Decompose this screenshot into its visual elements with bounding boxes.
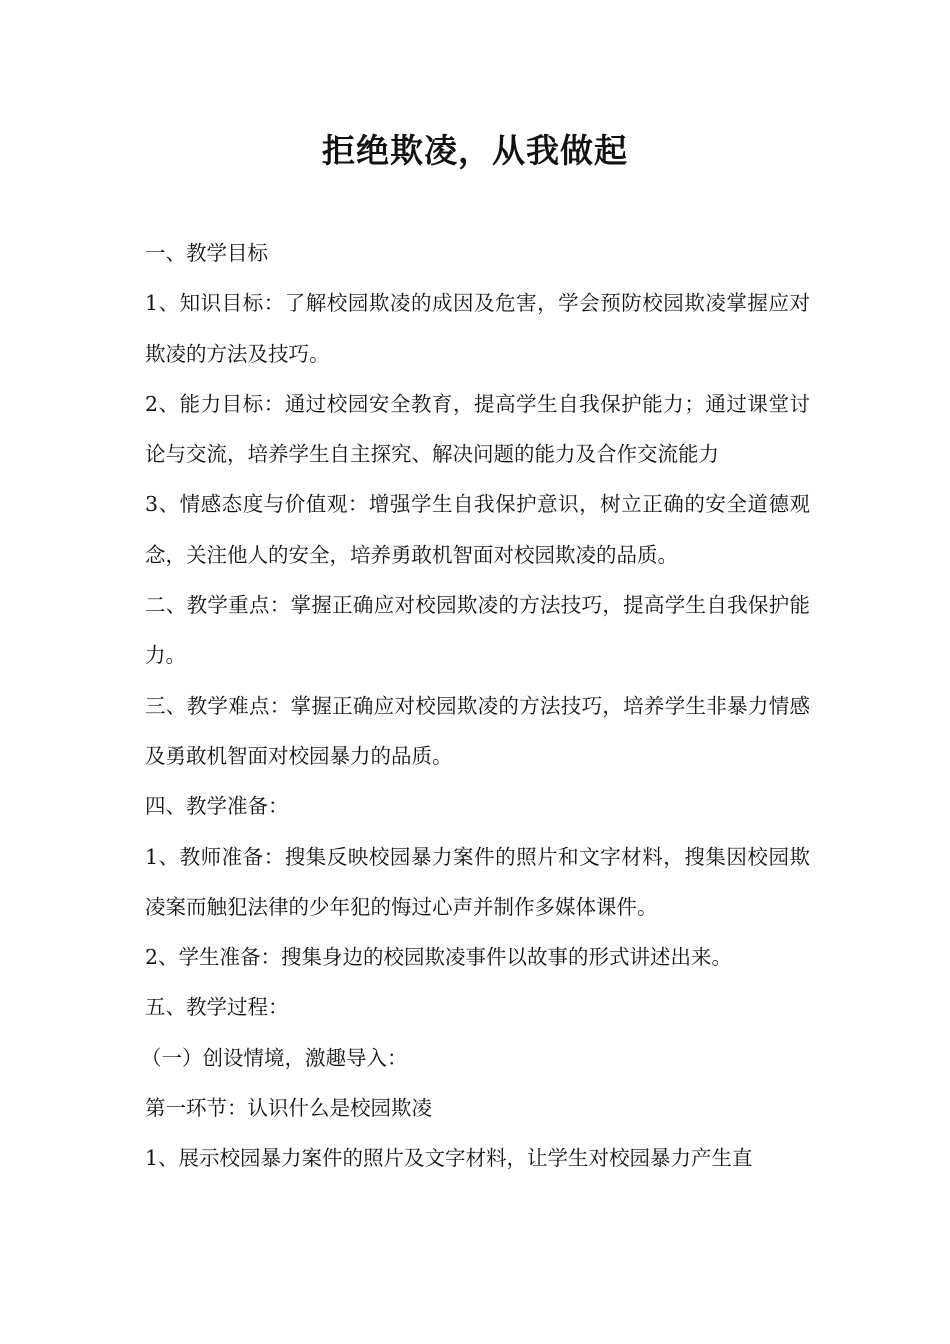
paragraph-knowledge-goal: 1、知识目标：了解校园欺凌的成因及危害，学会预防校园欺凌掌握应对欺凌的方法及技巧。 (145, 291, 810, 366)
document-body (141, 228, 810, 1184)
paragraph-emotion-goal: 3、情感态度与价值观：增强学生自我保护意识，树立正确的安全道德观念，关注他人的安全，培养勇敢机智面对校园欺凌的品质。 (145, 492, 810, 567)
paragraph-teaching-difficulty: 三、教学难点：掌握正确应对校园欺凌的方法技巧，培养学生非暴力情感及勇敢机智面对校园暴力的品质。 (145, 693, 810, 768)
paragraph-student-preparation: 2、学生准备：搜集身边的校园欺凌事件以故事的形式讲述出来。 (145, 945, 733, 970)
paragraph-step-one-item: 1、展示校园暴力案件的照片及文字材料，让学生对校园暴力产生直 (145, 1146, 753, 1171)
paragraph-teaching-focus: 二、教学重点：掌握正确应对校园欺凌的方法技巧，提高学生自我保护能力。 (145, 593, 810, 668)
document-title: 拒绝欺凌，从我做起 (322, 131, 628, 170)
heading-scenario-intro: （一）创设情境，激趣导入： (141, 1045, 408, 1070)
paragraph-ability-goal: 2、能力目标：通过校园安全教育，提高学生自我保护能力；通过课堂讨论与交流，培养学生自主探究、解决问题的能力及合作交流能力 (145, 391, 810, 467)
heading-teaching-process: 五、教学过程： (145, 995, 289, 1020)
heading-teaching-preparation: 四、教学准备： (145, 794, 289, 819)
heading-teaching-goals: 一、教学目标 (145, 241, 268, 265)
heading-first-step: 第一环节：认识什么是校园欺凌 (145, 1096, 432, 1121)
paragraph-teacher-preparation: 1、教师准备：搜集反映校园暴力案件的照片和文字材料，搜集因校园欺凌案而触犯法律的少年犯的悔过心声并制作多媒体课件。 (145, 844, 810, 919)
